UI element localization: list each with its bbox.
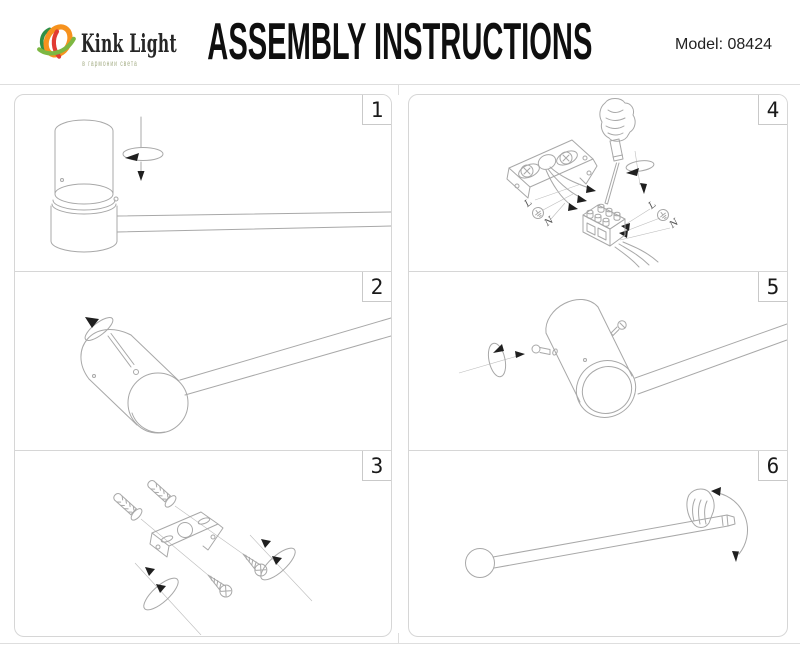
lamp-cylinder (81, 329, 188, 433)
ceiling-lamp-body (51, 120, 391, 252)
step-6-drawing-adjust-rod (409, 451, 787, 635)
step-number-badge: 2 (362, 272, 391, 302)
column-divider-tick-top (398, 84, 399, 95)
page-title: ASSEMBLY INSTRUCTIONS (207, 13, 593, 71)
steps-column-right (408, 94, 788, 637)
step-panel-2 (15, 272, 391, 451)
wire-arrow (577, 195, 587, 203)
wire-arrow (568, 203, 578, 211)
wall-anchor-plug (110, 477, 178, 522)
step-number-badge: 1 (362, 95, 391, 125)
terminal-arrow (619, 230, 628, 238)
step-1-drawing-lamp-head (15, 95, 391, 271)
step-5-drawing-fix-lamp (409, 272, 787, 450)
terminal-block (583, 204, 625, 246)
rotate-direction-arrow-icon (459, 342, 525, 379)
neutral-label: N (542, 214, 556, 229)
step-4-drawing-wiring (409, 95, 787, 271)
brand-tagline: в гармонии света (82, 59, 138, 68)
hand-with-screwdriver (600, 99, 635, 205)
step-3-drawing-wall-bracket (15, 451, 391, 635)
side-screw-right (611, 321, 626, 336)
header (0, 0, 800, 84)
step-panel-5 (409, 272, 787, 451)
rotate-direction-arrow-icon (625, 151, 654, 194)
step-2-drawing-screw-cover (15, 272, 391, 450)
footer-divider (0, 643, 800, 644)
brand-name: Kink Light (81, 29, 177, 58)
model-number: Model: 08424 (675, 36, 772, 53)
swing-direction-arrow-icon (711, 487, 748, 562)
step-number-badge: 4 (758, 95, 787, 125)
step-panel-1 (15, 95, 391, 272)
mounting-screw (204, 550, 269, 600)
live-label: L (646, 199, 659, 212)
lamp-cylinder (546, 299, 646, 427)
mains-wires (615, 242, 658, 267)
rotate-direction-arrow-icon (123, 117, 163, 181)
column-divider-tick-bottom (398, 633, 399, 643)
wire-labels-right (646, 199, 682, 231)
rotate-direction-arrow-icon (250, 535, 312, 601)
neutral-label: N (667, 216, 681, 231)
step-panel-6 (409, 451, 787, 635)
rotate-direction-arrow-icon (135, 563, 201, 635)
step-panel-3 (15, 451, 391, 635)
wire-arrow (586, 185, 596, 193)
wall-rod (635, 324, 787, 394)
step-panel-4 (409, 95, 787, 272)
step-number-badge: 5 (758, 272, 787, 302)
step-number-badge: 6 (758, 451, 787, 481)
header-divider (0, 84, 800, 85)
step-number-badge: 3 (362, 451, 391, 481)
mounting-bracket (150, 512, 223, 557)
live-label: L (522, 197, 535, 210)
wall-rod (180, 318, 391, 395)
steps-column-left (14, 94, 392, 637)
wire-labels-left (522, 197, 557, 229)
